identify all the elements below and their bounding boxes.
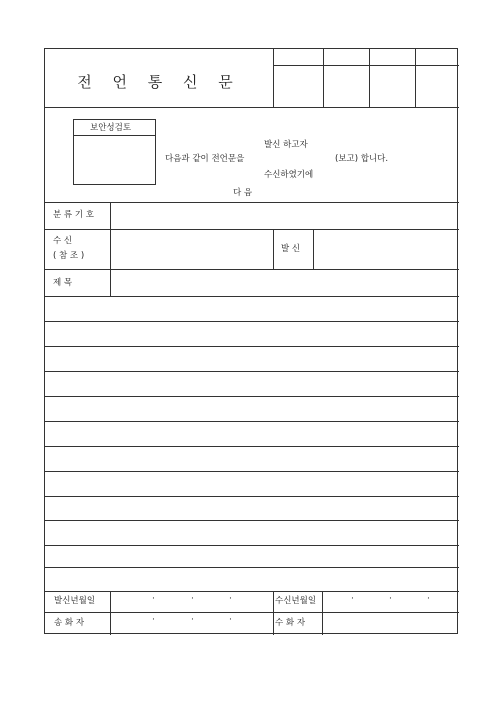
header-bottom-line xyxy=(45,107,459,108)
approval-col-3 xyxy=(415,49,416,107)
recipient-field[interactable] xyxy=(111,230,272,268)
sender-left-divider xyxy=(273,229,274,269)
date-dot: · xyxy=(389,594,392,604)
message-body-field[interactable] xyxy=(45,297,459,591)
security-review-label: 보안성검토 xyxy=(90,123,132,133)
send-operator-label: 송 화 자 xyxy=(54,618,85,628)
body-line-main-b: (보고) 합니다. xyxy=(335,154,389,164)
recv-date-field[interactable] xyxy=(323,594,458,610)
sender-label: 발 신 xyxy=(281,244,301,254)
recv-operator-field[interactable] xyxy=(323,613,458,634)
subject-label: 제 목 xyxy=(53,278,73,288)
date-dot: · xyxy=(152,594,155,604)
classification-field[interactable] xyxy=(111,203,458,228)
subject-field[interactable] xyxy=(111,270,458,295)
body-line-send: 발신 하고자 xyxy=(264,140,308,150)
recipient-label: 수 신 xyxy=(53,236,73,246)
recv-date-label: 수신년월일 xyxy=(275,596,317,606)
date-dot: · xyxy=(152,615,155,625)
security-review-box xyxy=(73,119,156,185)
classification-label: 분 류 기 호 xyxy=(53,210,94,220)
send-operator-field[interactable] xyxy=(111,615,272,631)
security-review-divider xyxy=(74,135,155,136)
body-line-recv: 수신하였기에 xyxy=(264,170,314,180)
approval-col-2 xyxy=(369,49,370,107)
body-line-next: 다 음 xyxy=(233,188,253,198)
recv-operator-label: 수 화 자 xyxy=(275,618,306,628)
date-dot: · xyxy=(191,615,194,625)
approval-col-1 xyxy=(323,49,324,107)
content-bottom-line xyxy=(45,591,459,592)
send-date-field[interactable] xyxy=(111,594,272,610)
date-dot: · xyxy=(351,594,354,604)
title-divider xyxy=(273,49,274,107)
sender-field[interactable] xyxy=(314,230,458,268)
date-col-divider-2 xyxy=(273,591,274,635)
send-date-label: 발신년월일 xyxy=(54,596,96,606)
telegram-form xyxy=(44,48,458,634)
date-dot: · xyxy=(191,594,194,604)
date-dot: · xyxy=(427,594,430,604)
date-dot: · xyxy=(229,615,232,625)
reference-label: ( 참 조 ) xyxy=(53,251,85,261)
body-line-main-a: 다음과 같이 전언문을 xyxy=(165,154,245,164)
approval-row-line xyxy=(273,65,459,66)
form-title: 전 언 통 신 문 xyxy=(77,73,241,91)
date-dot: · xyxy=(229,594,232,604)
